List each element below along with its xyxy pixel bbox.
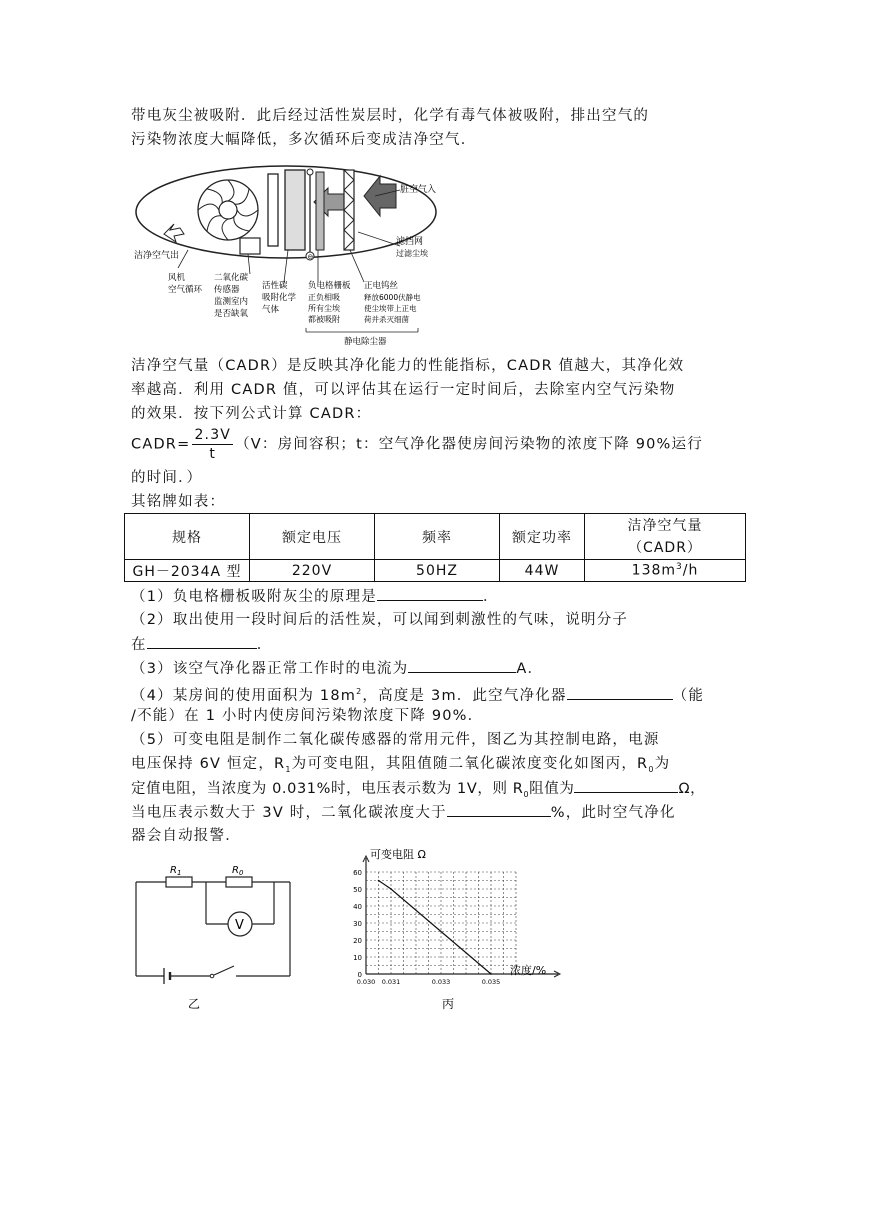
label-neg-4: 都被吸附 [308,315,340,324]
q5-l4-a: 当电压表示数大于 3V 时，二氧化碳浓度大于 [131,805,447,821]
circuit-diagram [126,856,316,1016]
q5-r0-answer-blank[interactable] [574,776,678,793]
y-tick-label: 20 [353,937,362,945]
q4-text-b: ，高度是 3m．此空气净化器 [362,687,567,704]
label-co2-1: 二氧化碳 [214,273,249,283]
cell-model: GH－2034A 型 [125,560,250,582]
header-voltage: 额定电压 [250,514,375,560]
label-pos-1: 正电钨丝 [364,281,399,291]
data-point [378,880,380,882]
question-5-line-5: 器会自动报警． [131,828,241,844]
label-static-collector: 静电除尘器 [344,337,387,346]
cadr-formula-line [131,426,741,463]
negative-grid-plate [316,172,324,250]
label-fan-1: 风机 [168,273,186,283]
activated-carbon-panel [285,170,305,250]
q5-l2-sub1: 1 [285,764,292,774]
q1-answer-blank[interactable] [377,584,483,601]
airflow-arrow-in [364,176,396,216]
label-carbon-1: 活性碳 [262,281,288,291]
label-neg-3: 所有尘埃 [308,304,340,313]
co2-sensor-box [240,238,260,254]
question-4-line-2: /不能）在 1 小时内使房间污染物浓度下降 90%． [131,708,484,724]
label-neg-1: 负电格栅板 [308,281,351,291]
x-tick-label: 0.035 [481,978,501,986]
formula-denominator: t [209,446,217,462]
cell-cadr-unit: /h [682,562,699,579]
q5-l2-b: 为可变电阻，其阻值随二氧化碳浓度变化如图丙，R [291,756,649,772]
resistor-r0 [226,877,252,887]
nameplate-intro: 其铭牌如表： [131,494,226,510]
svg-text:⊖: ⊖ [307,253,314,261]
cell-frequency: 50HZ [375,560,500,582]
chart-xlabel: 浓度/% [510,964,547,977]
cell-voltage: 220V [250,560,375,582]
q5-l2-sub0: 0 [648,764,655,774]
header-cadr-line2: （CADR） [628,539,702,556]
cell-cadr-sup: 3 [676,562,683,573]
data-point [490,973,492,975]
resistance-concentration-chart [340,840,570,1020]
header-model: 规格 [125,514,250,560]
q2-end: ． [256,637,273,653]
q4-answer-blank[interactable] [567,683,673,700]
label-clean-air-out: 洁净空气出 [134,251,180,261]
y-tick-label: 40 [353,903,362,911]
question-2-line-1: （2）取出使用一段时间后的活性炭，可以闻到刺激性的气味，说明分子 [131,612,629,628]
intro-line-2: 污染物浓度大幅降低，多次循环后变成洁净空气． [131,132,477,148]
y-tick-label: 50 [353,886,362,894]
y-tick-label: 30 [353,920,362,928]
figure-caption-bing: 丙 [442,997,455,1011]
header-cadr-line1: 洁净空气量 [627,517,703,534]
q5-l3-sub0: 0 [523,789,530,799]
question-3 [131,656,741,681]
q3-text: （3）该空气净化器正常工作时的电流为 [131,661,409,677]
q2-answer-blank[interactable] [147,632,257,649]
q5-l3-b: 阻值为 [529,781,575,797]
purifier-structure-diagram [128,164,448,346]
q5-l2-a: 电压保持 6V 恒定，R [131,756,286,772]
voltmeter-label: V [235,918,244,933]
label-filter-2: 过滤尘埃 [396,249,428,258]
question-2-line-2 [131,632,741,657]
q4-text-c: （能 [672,687,705,704]
cadr-line-5: 的时间．） [131,470,203,486]
header-power: 额定功率 [500,514,585,560]
label-carbon-3: 气体 [262,305,280,315]
question-5-line-1: （5）可变电阻是制作二氧化碳传感器的常用元件，图乙为其控制电路，电源 [131,732,660,748]
q1-end: ． [482,589,499,605]
label-filter-1: 滤挡网 [396,237,424,247]
y-tick-label: 10 [353,954,362,962]
q3-unit: A． [516,661,544,677]
nameplate-table [124,513,746,582]
y-tick-label: 60 [353,869,362,877]
q5-l4-b: %，此时空气净化 [550,805,676,821]
filter-panel [268,174,278,246]
resistor-r1 [166,877,192,887]
r0-label: $R_0$ [232,865,244,877]
question-5-line-4 [131,800,741,825]
figure-caption-yi: 乙 [188,997,201,1011]
table-row [125,560,746,582]
q2-prefix: 在 [131,637,147,653]
resistance-line [379,881,492,975]
q4-sup: 2 [356,687,363,696]
battery-icon [164,968,170,984]
y-tick-label: 0 [357,971,362,979]
label-raw-air-in: 脏空气入 [400,185,437,195]
formula-numerator: 2.3V [194,427,232,443]
header-cadr [585,514,746,560]
q3-answer-blank[interactable] [408,656,516,673]
q5-l3-c: Ω， [678,781,706,797]
cadr-line-2: 率越高．利用 CADR 值，可以评估其在运行一定时间后，去除室内空气污染物 [131,382,676,398]
label-pos-3: 使尘埃带上正电 [364,304,417,313]
q5-l3-a: 定值电阻，当浓度为 0.031%时，电压表示数为 1V，则 R [131,781,524,797]
data-point [390,888,392,890]
label-co2-3: 监测室内 [214,297,249,307]
label-carbon-2: 吸附化学 [262,293,297,303]
formula-description: （V：房间容积；t：空气净化器使房间污染物的浓度下降 90%运行 [235,436,703,453]
cell-power: 44W [500,560,585,582]
question-1 [131,584,741,609]
table-header-row [125,514,746,560]
formula-lhs: CADR= [131,436,191,453]
chart-series [378,880,492,975]
cadr-line-3: 的效果．按下列公式计算 CADR： [131,406,372,422]
cell-cadr [585,560,746,582]
label-co2-2: 传感器 [214,285,240,295]
x-tick-label: 0.031 [381,978,401,986]
x-tick-label: 0.030 [356,978,376,986]
chart-ylabel: 可变电阻 Ω [370,848,426,861]
label-pos-2: 释放6000伏静电 [364,293,421,302]
q1-text: （1）负电格栅板吸附灰尘的原理是 [131,589,377,605]
chart-axes [363,856,560,977]
intro-line-1: 带电灰尘被吸附．此后经过活性炭层时，化学有毒气体被吸附，排出空气的 [131,108,650,124]
label-neg-2: 正负相吸 [308,293,340,302]
header-frequency: 频率 [375,514,500,560]
q5-l2-c: 为 [654,756,671,772]
q5-concentration-answer-blank[interactable] [447,800,551,817]
cell-cadr-value: 138m [631,562,677,579]
r1-label: $R_1$ [170,865,182,877]
x-tick-label: 0.033 [431,978,451,986]
label-fan-2: 空气循环 [168,285,203,295]
switch-icon [210,966,234,978]
cadr-formula-fraction [192,426,233,463]
cadr-line-1: 洁净空气量（CADR）是反映其净化能力的性能指标，CADR 值越大，其净化效 [131,358,685,374]
fan-icon [198,180,258,240]
label-co2-4: 是否缺氧 [214,309,249,319]
label-pos-4: 荷并杀灭细菌 [364,315,409,324]
q4-text-a: （4）某房间的使用面积为 18m [131,687,357,704]
